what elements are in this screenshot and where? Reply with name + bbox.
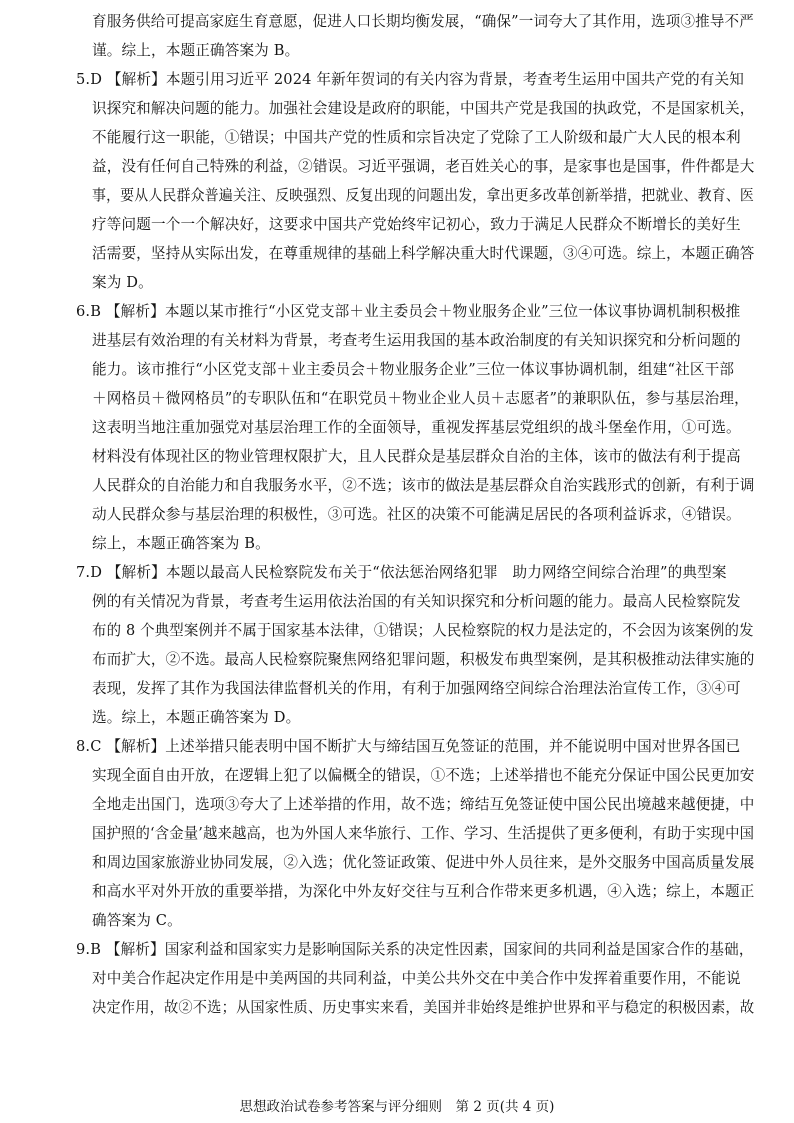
text-line: 布而扩大，②不选。最高人民检察院聚焦网络犯罪问题，积极发布典型案例，是其积极推动法律实施的 xyxy=(92,651,755,668)
text-line: 例的有关情况为背景，考查考生运用依法治国的有关知识探究和分析问题的能力。最高人民检察院发 xyxy=(92,593,741,610)
text-line: 疗等问题一个一个解决好，这要求中国共产党始终牢记初心，致力于满足人民群众不断增长的美好生 xyxy=(92,216,741,233)
text-line: 育服务供给可提高家庭生育意愿，促进人口长期均衡发展，“确保”一词夸大了其作用，选项③推导不严 xyxy=(92,13,754,30)
answer-7-heading: 7.D 【解析】本题以最高人民检察院发布关于“依法惩治网络犯罪 助力网络空间综合治理”的典型案 xyxy=(76,564,727,581)
text-line: 表现，发挥了其作为我国法律监督机关的作用，有利于加强网络空间综合治理法治宣传工作，③④可 xyxy=(92,680,741,697)
answer-8-heading: 8.C 【解析】上述举措只能表明中国不断扩大与缔结国互免签证的范围，并不能说明中国对世界各国已 xyxy=(76,738,741,755)
text-line: 活需要，坚持从实际出发，在尊重规律的基础上科学解决重大时代课题，③④可选。综上，本题正确答 xyxy=(92,245,755,262)
text-line: 实现全面自由开放，在逻辑上犯了以偏概全的错误，①不选；上述举措也不能充分保证中国公民更加安 xyxy=(92,767,755,784)
answer-5-heading: 5.D 【解析】本题引用习近平 2024 年新年贺词的有关内容为背景，考查考生运用中国共产党的有关知 xyxy=(76,71,744,88)
text-line: 综上，本题正确答案为 B。 xyxy=(92,535,270,552)
text-line: 布的 8 个典型案例并不属于国家基本法律，①错误；人民检察院的权力是法定的，不会因为该案例的发 xyxy=(92,622,754,639)
text-line: 能力。该市推行“小区党支部＋业主委员会＋物业服务企业”三位一体议事协调机制，组建“社区干部 xyxy=(92,361,735,378)
text-line: ＋网格员＋微网格员”的专职队伍和“在职党员＋物业企业人员＋志愿者”的兼职队伍，参与基层治理， xyxy=(92,390,749,407)
text-line: 益，没有任何自己特殊的利益，②错误。习近平强调，老百姓关心的事，是家事也是国事，件件都是大 xyxy=(92,158,755,175)
text-line: 这表明当地注重加强党对基层治理工作的全面领导，重视发挥基层党组织的战斗堡垒作用，①可选。 xyxy=(92,419,741,436)
text-line: 材料没有体现社区的物业管理权限扩大，且人民群众是基层群众自治的主体，该市的做法有利于提高 xyxy=(92,448,741,465)
answer-6-heading: 6.B 【解析】本题以某市推行“小区党支部＋业主委员会＋物业服务企业”三位一体议事协调机制积极推 xyxy=(76,303,741,320)
text-line: 事，要从人民群众普遍关注、反映强烈、反复出现的问题出发，拿出更多改革创新举措，把就业、教育、医 xyxy=(92,187,754,204)
text-line: 进基层有效治理的有关材料为背景，考查考生运用我国的基本政治制度的有关知识探究和分析问题的 xyxy=(92,332,741,349)
text-line: 人民群众的自治能力和自我服务水平，②不选；该市的做法是基层群众自治实践形式的创新，有利于调 xyxy=(92,477,755,494)
text-line: 对中美合作起决定作用是中美两国的共同利益，中美公共外交在中美合作中发挥着重要作用，不能说 xyxy=(92,970,741,987)
text-line: 不能履行这一职能，①错误；中国共产党的性质和宗旨决定了党除了工人阶级和最广大人民的根本利 xyxy=(92,129,741,146)
text-line: 决定作用，故②不选；从国家性质、历史事实来看，美国并非始终是维护世界和平与稳定的积极因素，故 xyxy=(92,999,755,1016)
text-line: 确答案为 C。 xyxy=(92,912,182,929)
text-line: 谨。综上，本题正确答案为 B。 xyxy=(92,42,300,59)
text-line: 和周边国家旅游业协同发展，②入选；优化签证政策、促进中外人员往来，是外交服务中国高质量发展 xyxy=(92,854,755,871)
text-line: 动人民群众参与基层治理的积极性，③可选。社区的决策不可能满足居民的各项利益诉求，④错误。 xyxy=(92,506,741,523)
text-line: 全地走出国门，选项③夸大了上述举措的作用，故不选；缔结互免签证使中国公民出境越来越便捷，中 xyxy=(92,796,755,813)
text-line: 国护照的‘含金量’越来越高，也为外国人来华旅行、工作、学习、生活提供了更多便利，有助于实现中国 xyxy=(92,825,755,842)
text-line: 案为 D。 xyxy=(92,274,153,291)
text-line: 选。综上，本题正确答案为 D。 xyxy=(92,709,301,726)
text-line: 和高水平对外开放的重要举措，为深化中外友好交往与互利合作带来更多机遇，④入选；综上，本题正 xyxy=(92,883,755,900)
page-footer: 思想政治试卷参考答案与评分细则 第 2 页(共 4 页) xyxy=(239,1099,555,1115)
text-line: 识探究和解决问题的能力。加强社会建设是政府的职能，中国共产党是我国的执政党，不是国家机关， xyxy=(92,100,755,117)
answer-9-heading: 9.B 【解析】国家利益和国家实力是影响国际关系的决定性因素，国家间的共同利益是国家合作的基础， xyxy=(76,941,754,958)
